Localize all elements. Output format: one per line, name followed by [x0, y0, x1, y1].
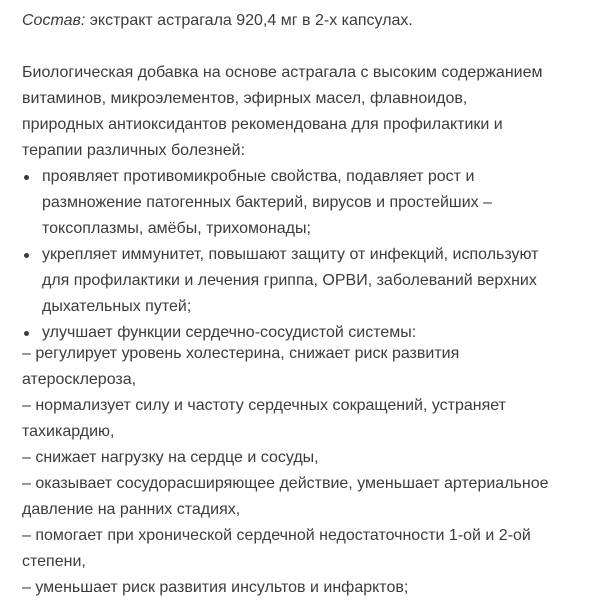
dash-line: – помогает при хронической сердечной недостаточности 1-ой и 2-ой	[22, 527, 531, 544]
bullet-item	[22, 164, 592, 242]
dash-line: атеросклероза,	[22, 371, 137, 388]
dash-item	[22, 341, 597, 393]
dash-line: – снижает нагрузку на сердце и сосуды,	[22, 449, 319, 466]
intro-line: витаминов, микроэлементов, эфирных масел, флавноидов,	[22, 90, 468, 107]
bullet-line: размножение патогенных бактерий, вирусов и простейших –	[42, 194, 493, 211]
dash-line: – нормализует силу и частоту сердечных сокращений, устраняет	[22, 397, 506, 414]
composition-label: Состав:	[22, 12, 86, 29]
bullet-dot-icon	[24, 253, 29, 258]
dash-line: тахикардию,	[22, 423, 115, 440]
dash-item	[22, 575, 597, 601]
bullet-dot-icon	[24, 331, 29, 336]
dash-line: – уменьшает риск развития инсультов и инфарктов;	[22, 579, 409, 596]
bullet-line: укрепляет иммунитет, повышают защиту от инфекций, используют	[42, 246, 539, 263]
intro-line: терапии различных болезней:	[22, 142, 246, 159]
intro-paragraph	[22, 60, 592, 164]
intro-line: Биологическая добавка на основе астрагала с высоким содержанием	[22, 64, 543, 81]
bullet-line: улучшает функции сердечно-сосудистой системы:	[42, 324, 417, 341]
benefits-bullet-list	[22, 164, 592, 346]
bullet-line: проявляет противомикробные свойства, подавляет рост и	[42, 168, 475, 185]
intro-line: природных антиоксидантов рекомендована для профилактики и	[22, 116, 503, 133]
dash-line: – оказывает сосудорасширяющее действие, уменьшает артериальное	[22, 475, 549, 492]
dash-line: давление на ранних стадиях,	[22, 501, 241, 518]
product-description	[22, 8, 592, 346]
dash-item	[22, 445, 597, 471]
cardio-effects-list	[22, 341, 597, 601]
dash-item	[22, 471, 597, 523]
bullet-line: токсоплазмы, амёбы, трихомонады;	[42, 220, 311, 237]
dash-item	[22, 393, 597, 445]
bullet-line: для профилактики и лечения гриппа, ОРВИ, заболеваний верхних	[42, 272, 537, 289]
dash-line: степени,	[22, 553, 86, 570]
dash-line: – регулирует уровень холестерина, снижает риск развития	[22, 345, 460, 362]
bullet-dot-icon	[24, 175, 29, 180]
composition-text: экстракт астрагала 920,4 мг в 2-х капсулах.	[85, 12, 413, 29]
dash-item	[22, 523, 597, 575]
bullet-line: дыхательных путей;	[42, 298, 192, 315]
bullet-item	[22, 242, 592, 320]
composition-line	[22, 8, 592, 34]
